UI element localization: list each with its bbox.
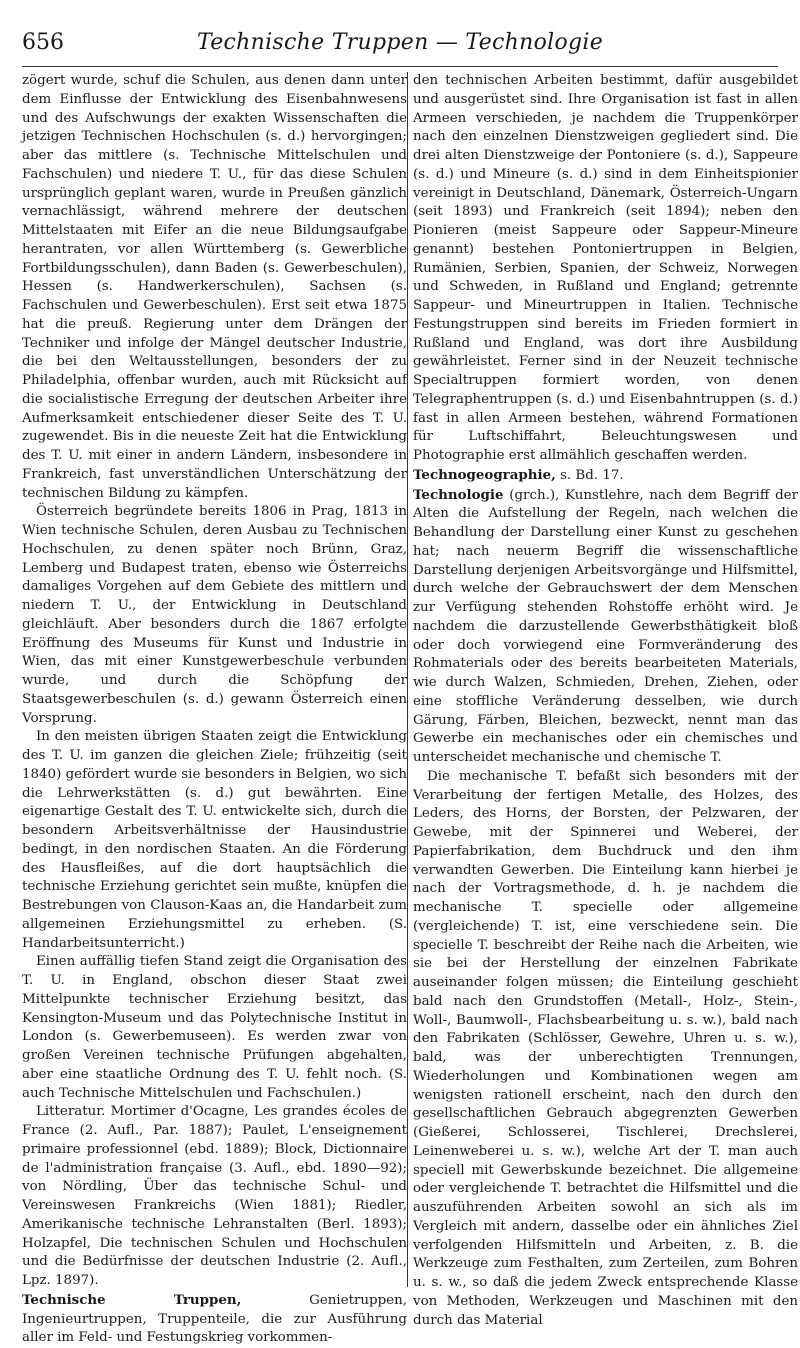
entry-headword: Technologie	[413, 486, 504, 503]
header-rule	[22, 66, 778, 67]
paragraph: Die mechanische T. befaßt sich besonders mit der Verarbeitung der fertigen Metalle, des Holzes, des Leders, des Horns, der Borsten, der Pelzwaren, der Gewebe, mit der Spinnerei und Weberei, der Papierfabrikation, dem Buchdruck und den ihm verwandten Gewerben. Die Einteilung kann hierbei je nach der Vortragsmethode, d. h. je nachdem die mechanische T. specielle oder allgemeine (vergleichende) T. ist, eine verschiedene sein. Die specielle T. beschreibt der Reihe nach die Arbeiten, wie sie bei der Herstellung der einzelnen Fabrikate auseinander folgen müssen; die Einteilung geschieht bald nach den Grundstoffen (Metall-, Holz-, Stein-, Woll-, Baumwoll-, Flachsbearbeitung u. s. w.), bald nach den Fabrikaten (Schlösser, Gewehre, Uhren u. s. w.), bald, was der unberechtigten Trennungen, Wiederholungen und Kombinationen wegen am wenigsten rationell erscheint, nach den durch den gesellschaftlichen Gebrauch abgegrenzten Gewerben (Gießerei, Schlosserei, Tischlerei, Drechslerei, Leinenweberei u. s. w.), welche Art der T. man auch speciell mit Gewerbskunde bezeichnet. Die allgemeine oder vergleichende T. betrachtet die Hilfsmittel und die auszuführenden Arbeiten sowohl an sich als im Vergleich mit andern, dasselbe oder ein ähnliches Ziel verfolgenden Hilfsmitteln und Arbeiten, z. B. die Werkzeuge zum Festhalten, zum Zerteilen, zum Bohren u. s. w., so daß die jedem Zweck entsprechende Klasse von Methoden, Werkzeugen und Maschinen mit den durch das Material	[413, 768, 798, 1328]
entry-technische-truppen	[22, 1291, 407, 1348]
paragraph: den technischen Arbeiten bestimmt, dafür ausgebildet und ausgerüstet sind. Ihre Organisation ist fast in allen Armeen verschieden, je nachdem die Truppenkörper nach den einzelnen Dienstzweigen gegliedert sind. Die drei alten Dienstzweige der Pontoniere (s. d.), Sappeure (s. d.) und Mineure (s. d.) sind in dem Einheitspionier vereinigt in Deutschland, Dänemark, Österreich-Ungarn (seit 1893) und Frankreich (seit 1894); neben den Pionieren (meist Sappeure oder Sappeur-Mineure genannt) bestehen Pontoniertruppen in Belgien, Rumänien, Serbien, Spanien, der Schweiz, Norwegen und Schweden, in Rußland und England; getrennte Sappeur- und Mineurtruppen in Italien. Technische Festungstruppen sind bereits im Frieden formiert in Rußland und England, was dort ihre Ausbildung gewährleistet. Ferner sind in der Neuzeit technische Specialtruppen formiert worden, von denen Telegraphentruppen (s. d.) und Eisenbahntruppen (s. d.) fast in allen Armeen bestehen, während Formationen für Luftschiffahrt, Beleuchtungswesen und Photographie erst allmählich geschaffen werden.	[413, 73, 798, 463]
entry-text: (grch.), Kunstlehre, nach dem Begriff der Alten die Aufstellung der Regeln, nach welchen die Behandlung der Darstellung einer Kunst zu geschehen hat; nach neuerm Begriff die wissenschaftliche Darstellung derjenigen Arbeitsvorgänge und Hilfsmittel, durch welche der Gebrauchswert der dem Menschen zur Verfügung stehenden Rohstoffe erhöht wird. Je nachdem die darzustellende Gewerbsthätigkeit bloß oder doch vorwiegend eine Formveränderung des Rohmaterials oder des bereits bearbeiteten Materials, wie durch Walzen, Schmieden, Drehen, Ziehen, oder eine stoffliche Veränderung desselben, wie durch Gärung, Färben, Bleichen, bezweckt, nennt man das Gewerbe ein mechanisches oder ein chemisches und unterscheidet mechanische und chemische T.	[413, 487, 798, 765]
left-column	[22, 72, 407, 1346]
entry-headword: Technogeographie,	[413, 466, 556, 483]
running-title: Technische Truppen — Technologie	[196, 30, 604, 55]
paragraph: zögert wurde, schuf die Schulen, aus denen dann unter dem Einflusse der Entwicklung des Eisenbahnwesens und des Aufschwungs der exakten Wissenschaften die jetzigen Technischen Hochschulen (s. d.) hervorgingen; aber das mittlere (s. Technische Mittelschulen und Fachschulen) und niedere T. U., für das diese Schulen ursprünglich geplant waren, wurde in Preußen gänzlich vernachlässigt, während mehrere der deutschen Mittelstaaten mit Eifer an die neue Bildungsaufgabe herantraten, vor allen Württemberg (s. Gewerbliche Fortbildungsschulen), dann Baden (s. Gewerbeschulen), Hessen (s. Handwerkerschulen), Sachsen (s. Fachschulen und Gewerbeschulen). Erst seit etwa 1875 hat die preuß. Regierung unter dem Drängen der Techniker und infolge der Mängel deutscher Industrie, die bei den Weltausstellungen, besonders der zu Philadelphia, offenbar wurden, auch mit Rücksicht auf die socialistische Erregung der deutschen Arbeiter ihre Aufmerksamkeit entschiedener dieser Seite des T. U. zugewendet. Bis in die neueste Zeit hat die Entwicklung des T. U. mit einer in andern Ländern, insbesondere in Frankreich, fast unverständlichen Unterschätzung der technischen Bildung zu kämpfen.	[22, 73, 407, 501]
paragraph: Österreich begründete bereits 1806 in Prag, 1813 in Wien technische Schulen, deren Ausbau zu Technischen Hochschulen, zu denen später noch Brünn, Graz, Lemberg und Budapest traten, ebenso wie Österreichs damaliges Vorgehen auf dem Gebiete des mittlern und niedern T. U., der Entwicklung in Deutschland gleichläuft. Aber besonders durch die 1867 erfolgte Eröffnung des Museums für Kunst und Industrie in Wien, das mit einer Kunstgewerbeschule verbunden wurde, und durch die Schöpfung der Staatsgewerbeschulen (s. d.) gewann Österreich einen Vorsprung.	[22, 504, 407, 726]
paragraph: In den meisten übrigen Staaten zeigt die Entwicklung des T. U. im ganzen die gleichen Ziele; frühzeitig (seit 1840) gefördert wurde sie besonders in Belgien, wo sich die Lehrwerkstätten (s. d.) gut bewährten. Eine eigenartige Gestalt des T. U. entwickelte sich, durch die besondern Arbeitsverhältnisse der Hausindustrie bedingt, in den nordischen Staaten. An die Förderung des Hausfleißes, auf die dort hauptsächlich die technische Erziehung gerichtet sein mußte, knüpfen die Bestrebungen von Clauson-Kaas an, die Handarbeit zum allgemeinen Erziehungsmittel zu erheben. (S. Handarbeitsunterricht.)	[22, 729, 407, 951]
paragraph: Einen auffällig tiefen Stand zeigt die Organisation des T. U. in England, obschon dieser Staat zwei Mittelpunkte technischer Erziehung besitzt, das Kensington-Museum und das Polytechnische Institut in London (s. Gewerbemuseen). Es werden zwar von großen Vereinen technische Prüfungen abgehalten, aber eine staatliche Ordnung des T. U. fehlt noch. (S. auch Technische Mittelschulen und Fachschulen.)	[22, 954, 407, 1101]
entry-text: Genietruppen, Ingenieurtruppen, Truppenteile, die zur Ausführung aller im Feld- und Festungskrieg vorkommen-	[22, 1292, 407, 1346]
page-header	[22, 30, 778, 62]
entry-technologie	[413, 486, 798, 768]
column-divider	[407, 72, 408, 1287]
page-number: 656	[22, 30, 64, 55]
entry-headword: Technische Truppen,	[22, 1291, 242, 1308]
right-column	[413, 72, 798, 1328]
entry-text: s. Bd. 17.	[555, 467, 624, 483]
entry-technogeographie	[413, 466, 798, 486]
literature-paragraph: Litteratur. Mortimer d'Ocagne, Les grandes écoles de France (2. Aufl., Par. 1887); Paulet, L'enseignement primaire professionnel (ebd. 1889); Block, Dictionnaire de l'administration française (3. Aufl., ebd. 1890—92); von Nördling, Über das technische Schul- und Vereinswesen Frankreichs (Wien 1881); Riedler, Amerikanische technische Lehranstalten (Berl. 1893); Holzapfel, Die technischen Schulen und Hochschulen und die Bedürfnisse der deutschen Industrie (2. Aufl., Lpz. 1897).	[22, 1104, 407, 1288]
